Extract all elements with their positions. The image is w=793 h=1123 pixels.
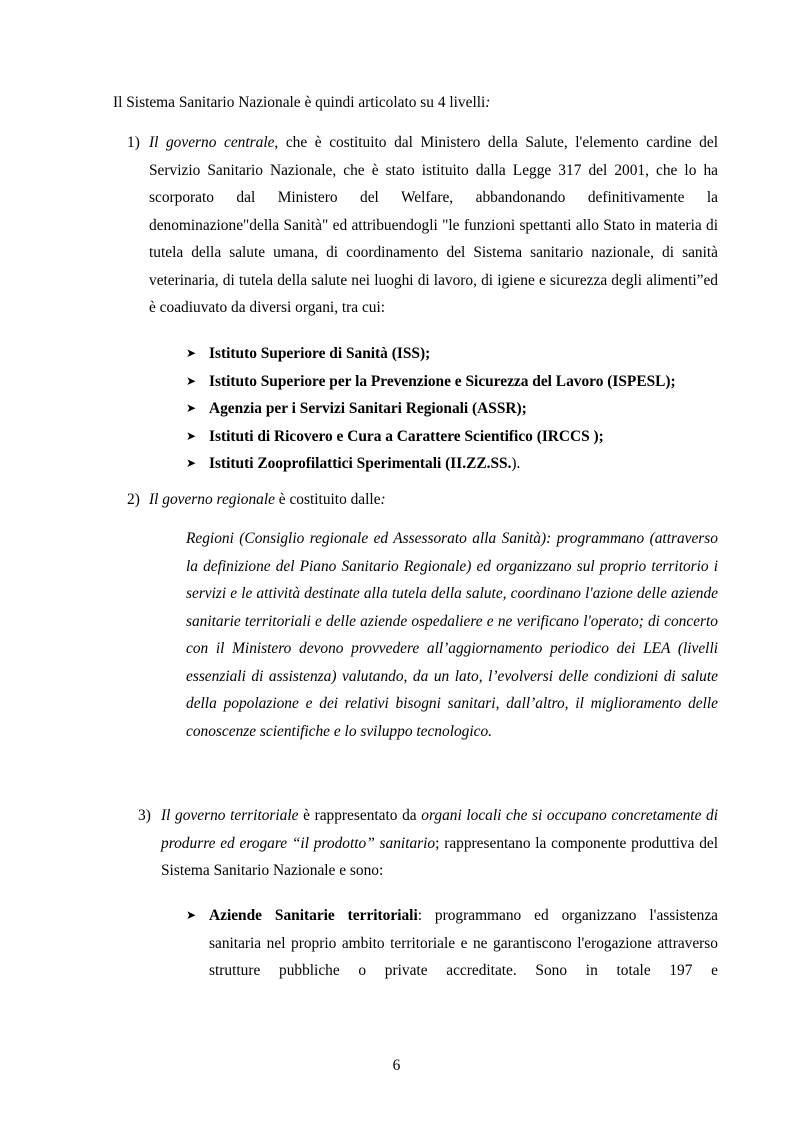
arrow-bullet-icon: ➤	[186, 908, 197, 922]
arrow-bullet-icon: ➤	[186, 401, 197, 415]
list-item	[186, 395, 676, 423]
item-2-heading	[149, 490, 386, 510]
list-item	[186, 340, 676, 368]
organ-label: Istituti Zooprofilattici Sperimentali (II.ZZ.SS.	[209, 455, 512, 472]
regions-description: Regioni (Consiglio regionale ed Assessorato alla Sanità): programmano (attraverso la definizione del Piano Sanitario Regionale) ed organizzano sul proprio territorio i servizi e le attività destinate alla tutela della salute, coordinano l'azione delle aziende sanitarie territoriali e delle aziende ospedaliere e ne verificano l'operato; di concerto con il Ministero devono provvedere all’aggiornamento periodico dei LEA (livelli essenziali di assistenza) valutando, da un lato, l’evolversi delle condizioni di salute della popolazione e dei relativi bisogni sanitari, dall’altro, il miglioramento delle conoscenze scientifiche e lo sviluppo tecnologico.	[186, 530, 718, 740]
item-1-paragraph	[149, 129, 718, 322]
organ-tail: ).	[511, 455, 521, 472]
item-1-body: , che è costituito dal Ministero della Salute, l'elemento cardine del Servizio Sanitario Nazionale, che è stato istituito dalla Legge 317 del 2001, che lo ha scorporato dal Ministero del Welfare, abbandonando definitivamente la denominazione"della Sanità" ed attribuendogli "le funzioni spettanti allo Stato in materia di tutela della salute umana, di coordinamento del Sistema sanitario nazionale, di sanità veterinaria, di tutela della salute nei luoghi di lavoro, di igiene e sicurezza degli alimenti”ed è coadiuvato da diversi organi, tra cui:	[149, 134, 718, 316]
list-item	[186, 423, 676, 451]
page-number: 6	[392, 1057, 401, 1074]
item-3-title: Il governo territoriale	[161, 807, 299, 824]
intro-colon: :	[485, 94, 491, 111]
item-3-paragraph	[161, 802, 718, 885]
item-3-number: 3)	[138, 807, 151, 824]
arrow-bullet-icon: ➤	[186, 373, 197, 388]
item-3-body-1: è rappresentato da	[298, 807, 422, 824]
item-1-number: 1)	[127, 134, 140, 151]
organ-label: Istituti di Ricovero e Cura a Carattere Scientifico (IRCCS );	[209, 427, 604, 445]
item-2-body: è costituito dalle	[274, 491, 381, 508]
organ-label: Istituto Superiore per la Prevenzione e Sicurezza del Lavoro (ISPESL);	[209, 372, 676, 390]
item-3-italic-part: organi locali che si occupano concretamente di produrre ed erogare “il prodotto” sanitario	[161, 807, 718, 852]
organ-label: Istituto Superiore di Sanità (ISS);	[209, 345, 431, 362]
item-2-colon: :	[380, 491, 386, 508]
arrow-bullet-icon: ➤	[186, 456, 197, 470]
item-1-title: Il governo centrale	[149, 134, 275, 151]
asl-bullet	[186, 902, 718, 985]
list-item	[186, 450, 676, 478]
organ-label: Agenzia per i Servizi Sanitari Regionali (ASSR);	[209, 400, 527, 417]
intro-paragraph	[113, 93, 490, 113]
intro-text: Il Sistema Sanitario Nazionale è quindi articolato su 4 livelli	[113, 94, 486, 111]
arrow-bullet-icon: ➤	[186, 346, 197, 360]
asl-text	[186, 902, 718, 985]
item-2-number: 2)	[127, 491, 140, 508]
item-2-title: Il governo regionale	[149, 491, 275, 508]
organs-list	[186, 340, 676, 478]
item-3-body-2: ; rappresentano la componente produttiva del Sistema Sanitario Nazionale e sono:	[161, 834, 719, 879]
asl-label: Aziende Sanitarie territoriali	[209, 907, 418, 924]
asl-description: : programmano ed organizzano l'assistenza sanitaria nel proprio ambito territoriale e ne garantiscono l'erogazione attraverso strutture pubbliche o private accreditate. Sono in totale 197 e	[209, 907, 718, 979]
arrow-bullet-icon: ➤	[186, 428, 197, 443]
list-item	[186, 368, 676, 396]
